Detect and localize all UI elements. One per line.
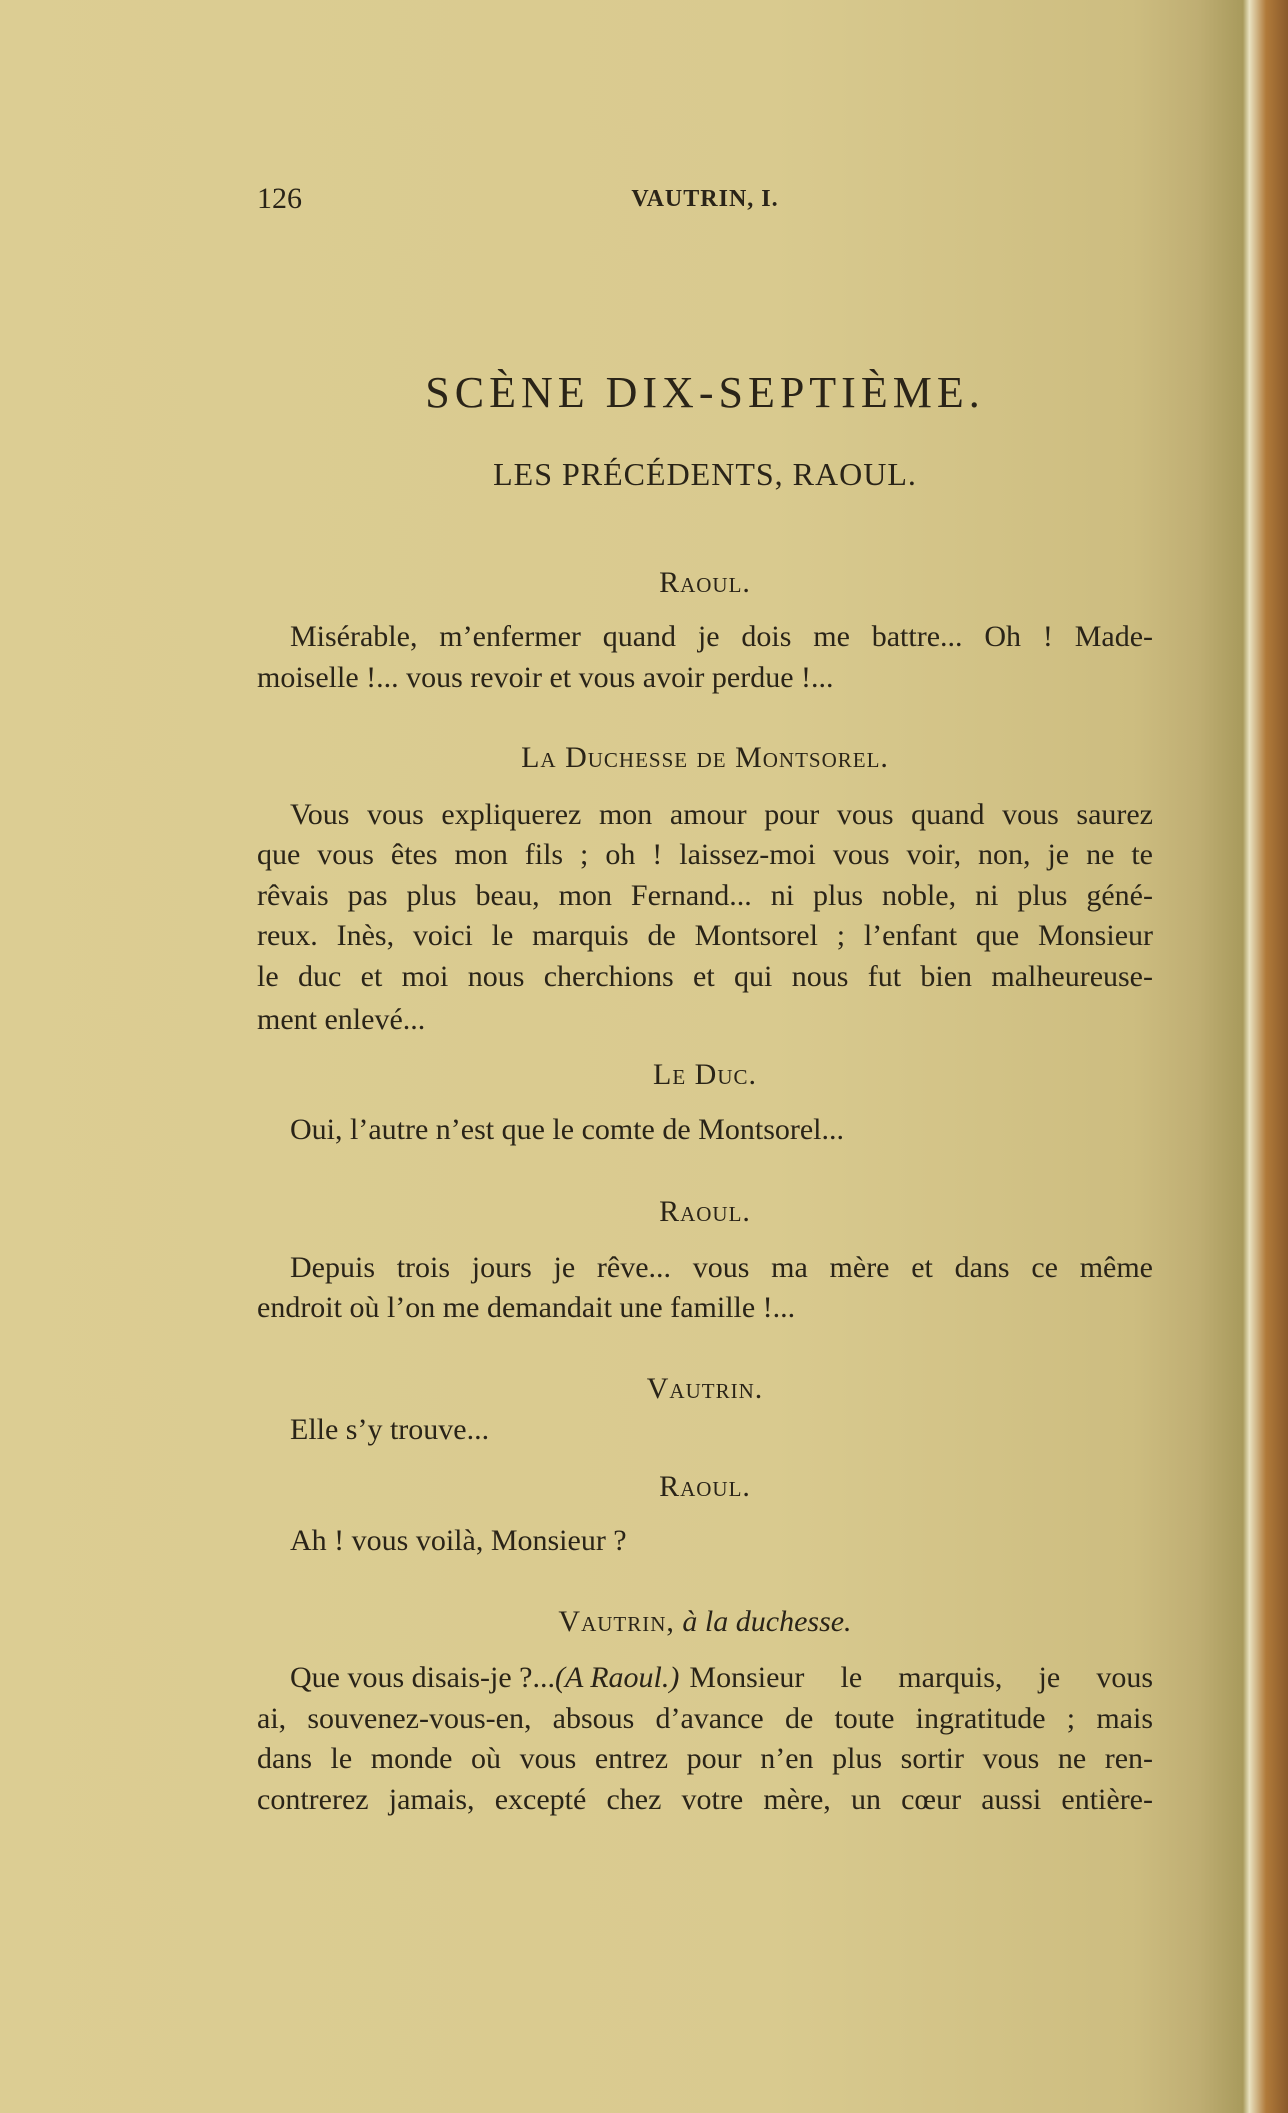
running-head: VAUTRIN, I. <box>631 186 779 212</box>
text-line: dans le monde où vous entrez pour n’en plus sortir vous ne ren- <box>257 1742 1153 1775</box>
text-line: reux. Inès, voici le marquis de Montsorel ; l’enfant que Monsieur <box>257 919 1153 952</box>
text-line: que vous êtes mon fils ; oh ! laissez-moi vous voir, non, je ne te <box>257 838 1153 871</box>
speaker-name: Vautrin. <box>646 1372 764 1405</box>
stage-direction: (A Raoul.) <box>554 1661 680 1694</box>
text-line: ai, souvenez-vous-en, absous d’avance de toute ingratitude ; mais <box>257 1702 1153 1735</box>
text-line: le duc et moi nous cherchions et qui nous fut bien malheureuse- <box>257 960 1153 993</box>
speaker-name: Raoul. <box>659 566 751 599</box>
text-line: Misérable, m’enfermer quand je dois me battre... Oh ! Made- <box>290 620 1153 653</box>
text-line: Vous vous expliquerez mon amour pour vous quand vous saurez <box>290 798 1153 831</box>
speaker-name: Raoul. <box>659 1470 751 1503</box>
text-line: moiselle !... vous revoir et vous avoir perdue !... <box>257 661 834 694</box>
scene-title: SCÈNE DIX-SEPTIÈME. <box>425 368 985 417</box>
text-line <box>290 1658 1153 1698</box>
text-line: ment enlevé... <box>257 1003 426 1036</box>
speaker-name: Vautrin, <box>558 1605 675 1638</box>
text-line: Elle s’y trouve... <box>290 1413 490 1446</box>
text-fragment: Monsieur le marquis, je vous <box>689 1661 1153 1694</box>
page-number: 126 <box>257 182 302 215</box>
text-line: Ah ! vous voilà, Monsieur ? <box>290 1524 627 1557</box>
speaker-name: Raoul. <box>659 1195 751 1228</box>
text-line: rêvais pas plus beau, mon Fernand... ni plus noble, ni plus géné- <box>257 879 1153 912</box>
speaker-heading <box>257 1602 1153 1642</box>
text-line: Depuis trois jours je rêve... vous ma mère et dans ce même <box>290 1251 1153 1284</box>
text-line: Oui, l’autre n’est que le comte de Montsorel... <box>290 1113 845 1146</box>
text-fragment: Que vous disais-je ?... <box>290 1661 555 1694</box>
scene-characters: LES PRÉCÉDENTS, RAOUL. <box>493 456 917 492</box>
text-line: endroit où l’on me demandait une famille !... <box>257 1291 796 1324</box>
speaker-name: La Duchesse de Montsorel. <box>521 741 889 774</box>
stage-direction: à la duchesse. <box>682 1605 852 1638</box>
speaker-name: Le Duc. <box>653 1058 757 1091</box>
text-line: contrerez jamais, excepté chez votre mère, un cœur aussi entière- <box>257 1783 1153 1816</box>
